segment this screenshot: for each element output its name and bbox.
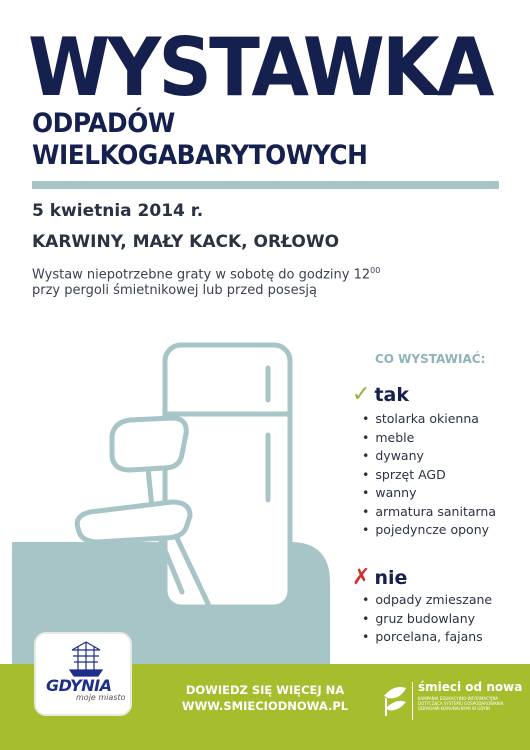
- check-icon: ✓: [352, 382, 371, 407]
- event-info: [32, 263, 380, 299]
- list-item: • armatura sanitarna: [362, 503, 496, 522]
- list-item: • odpady zmieszane: [362, 591, 492, 610]
- hour-superscript: 00: [370, 266, 381, 275]
- subtitle-line-2: WIELKOGABARYTOWYCH: [32, 140, 368, 171]
- subtitle-line-1: ODPADÓW: [32, 108, 175, 139]
- list-item: • wanny: [362, 484, 496, 503]
- leaf-icon: [382, 682, 408, 718]
- list-item: • meble: [362, 429, 496, 448]
- campaign-logo: [382, 680, 523, 722]
- fridge-icon: [165, 345, 290, 607]
- list-item: • porcelana, fajans: [362, 628, 492, 647]
- event-date: 5 kwietnia 2014 r.: [32, 201, 204, 221]
- poster-title: WYSTAWKA: [28, 21, 492, 114]
- list-item: • sprzęt AGD: [362, 466, 496, 485]
- yes-heading: [352, 382, 409, 407]
- campaign-description: KAMPANIA EDUKACYJNO-INFORMACYJNA DOTYCZĄCA SYSTEMU GOSPODAROWANIA ODPADAMI KOMUNALNYMI W GDYNI: [418, 696, 504, 711]
- furniture-illustration: [0, 330, 340, 664]
- website-link[interactable]: WWW.SMIECIODNOWA.PL: [181, 699, 349, 713]
- info-line-1: Wystaw niepotrzebne graty w sobotę do godziny $12^{00}$: [32, 266, 381, 283]
- list-item: • dywany: [362, 447, 496, 466]
- gdynia-tagline: moje miasto: [76, 693, 126, 702]
- cross-icon: ✗: [352, 565, 371, 590]
- list-item: • gruz budowlany: [362, 610, 492, 629]
- gdynia-wordmark: GDYNIA: [46, 676, 112, 695]
- campaign-name: śmieci od nowa: [418, 680, 523, 694]
- footer-line-1: DOWIEDZ SIĘ WIĘCEJ NA: [185, 683, 345, 697]
- event-places: KARWINY, MAŁY KACK, ORŁOWO: [32, 232, 340, 252]
- gdynia-logo: [34, 632, 132, 716]
- no-label: nie: [374, 567, 408, 589]
- no-heading: [352, 565, 407, 590]
- brand-divider: [412, 682, 413, 720]
- footer-cta: [160, 682, 370, 714]
- list-item: • pojedyncze opony: [362, 521, 496, 540]
- list-item: • stolarka okienna: [362, 410, 496, 429]
- ship-icon: [66, 640, 106, 678]
- yes-label: tak: [374, 384, 409, 406]
- no-list: [362, 591, 492, 647]
- yes-list: [362, 410, 496, 540]
- title-divider: [32, 181, 499, 189]
- poster-subtitle: [32, 108, 368, 172]
- info-line-2: przy pergoli śmietnikowej lub przed posesją: [32, 283, 317, 299]
- what-to-put-out-label: CO WYSTAWIAĆ:: [375, 352, 486, 366]
